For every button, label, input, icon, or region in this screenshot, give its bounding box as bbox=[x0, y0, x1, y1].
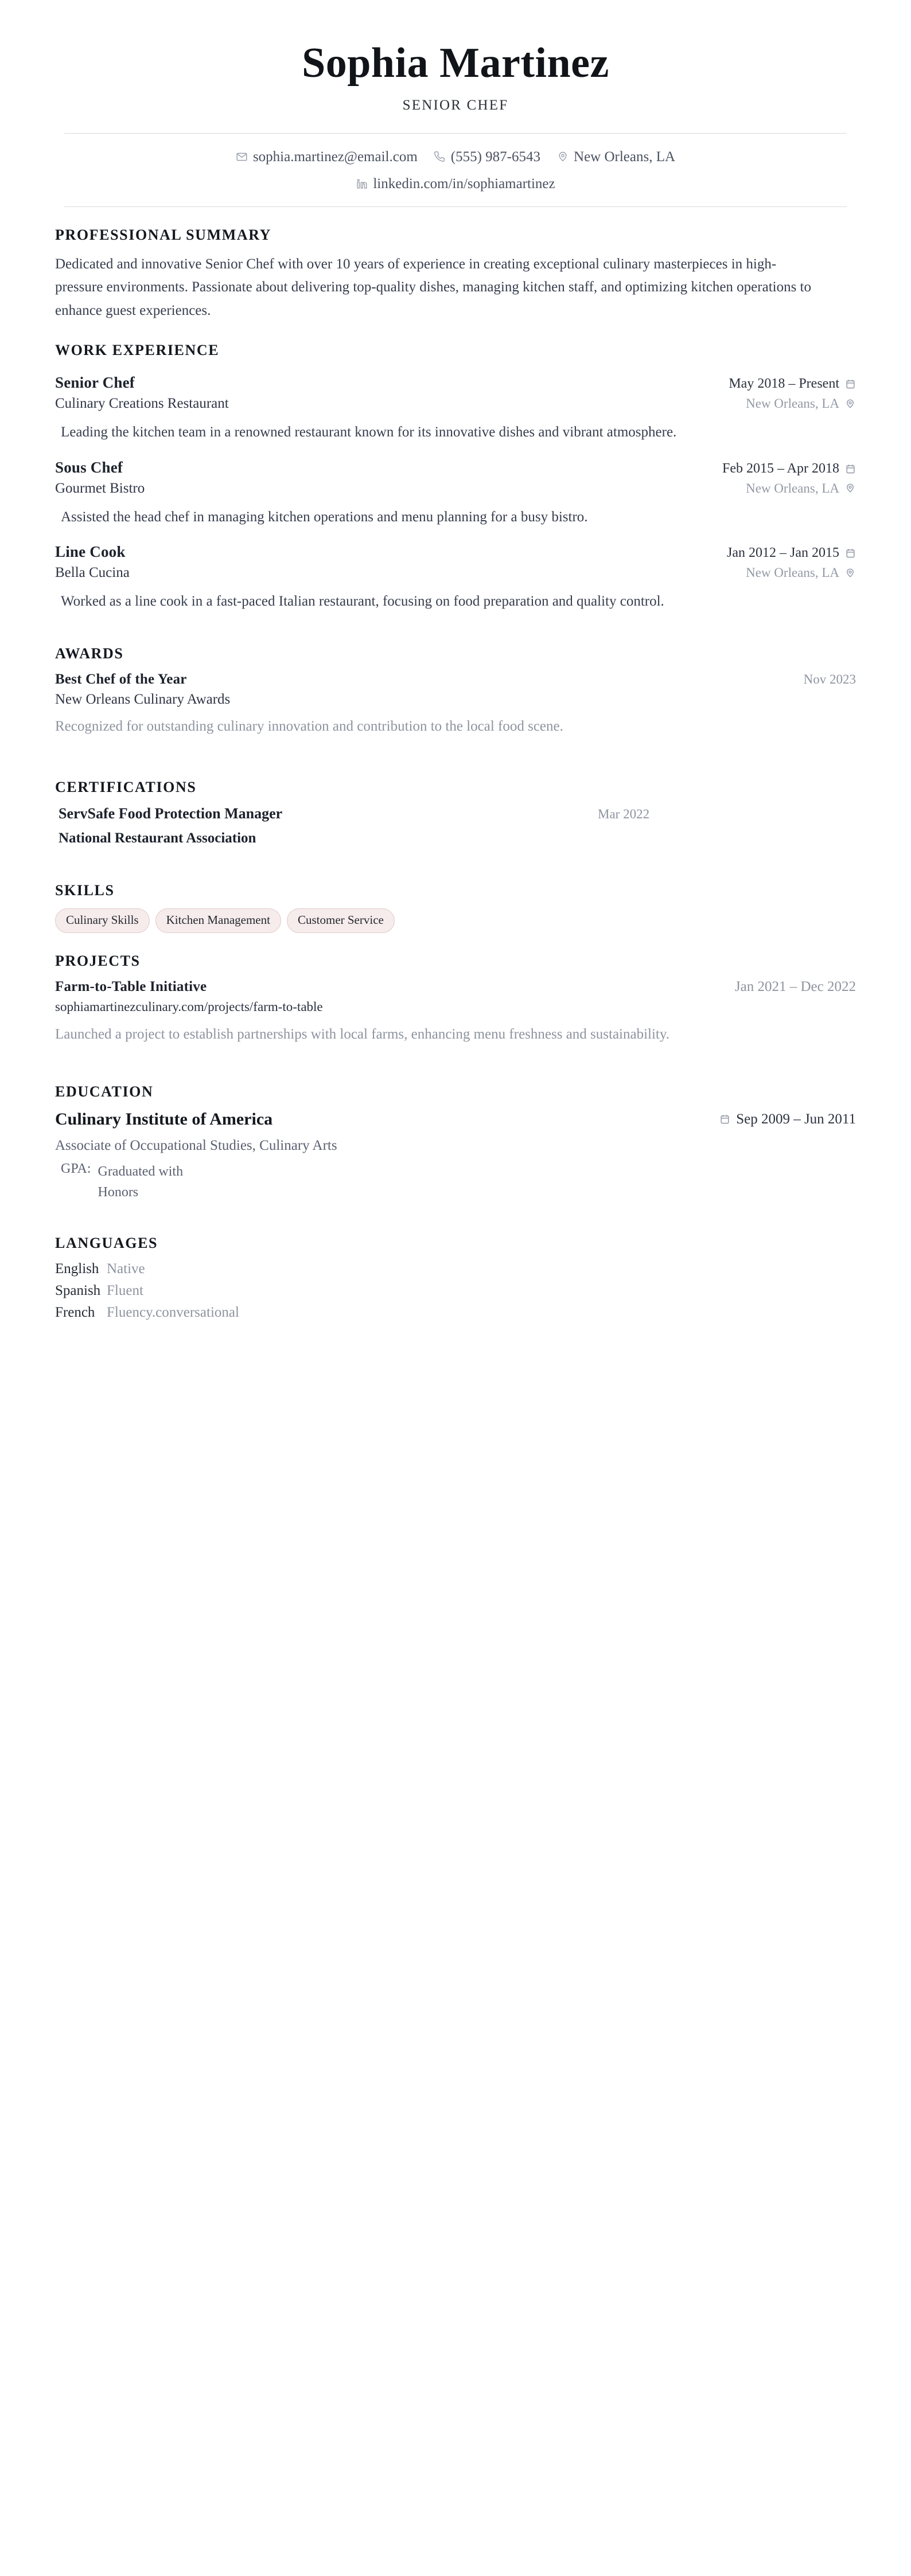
work-description: Leading the kitchen team in a renowned restaurant known for its innovative dishes and vibrant atmosphere. bbox=[61, 424, 677, 440]
work-description: Assisted the head chef in managing kitchen operations and menu planning for a busy bistro. bbox=[61, 509, 588, 525]
project-entry-header bbox=[55, 979, 856, 995]
work-dates-text: Feb 2015 – Apr 2018 bbox=[722, 460, 839, 476]
section-title-projects: PROJECTS bbox=[55, 952, 141, 969]
work-description: Worked as a line cook in a fast-paced Italian restaurant, focusing on food preparation and quality control. bbox=[61, 594, 664, 610]
certification-name: ServSafe Food Protection Manager bbox=[59, 805, 283, 822]
skill-pill: Customer Service bbox=[287, 908, 395, 932]
work-company: Bella Cucina bbox=[55, 565, 130, 581]
section-education bbox=[55, 1083, 856, 1203]
section-projects bbox=[55, 953, 856, 1046]
award-date: Nov 2023 bbox=[803, 672, 856, 686]
work-role: Senior Chef bbox=[55, 374, 135, 392]
education-school: Culinary Institute of America bbox=[55, 1110, 273, 1129]
phone-icon bbox=[434, 151, 446, 163]
certification-organization: National Restaurant Association bbox=[59, 830, 256, 846]
contact-row-secondary bbox=[0, 173, 911, 195]
skill-pill: Kitchen Management bbox=[155, 908, 281, 932]
award-entry bbox=[55, 672, 856, 738]
header-divider-bottom bbox=[64, 206, 847, 207]
section-title-work-experience: WORK EXPERIENCE bbox=[55, 342, 220, 359]
section-awards bbox=[55, 645, 856, 738]
page-title: Sophia Martinez bbox=[302, 40, 609, 87]
work-location bbox=[746, 481, 856, 496]
contact-location bbox=[556, 146, 675, 168]
work-company: Culinary Creations Restaurant bbox=[55, 396, 229, 412]
project-name: Farm-to-Table Initiative bbox=[55, 978, 207, 994]
education-gpa-value: Graduated with Honors bbox=[98, 1164, 184, 1200]
contact-linkedin[interactable] bbox=[356, 173, 555, 195]
work-entry-subheader bbox=[55, 561, 856, 581]
contact-location-text: New Orleans, LA bbox=[574, 149, 676, 165]
section-languages bbox=[55, 1235, 856, 1321]
work-entry-header bbox=[55, 543, 856, 561]
summary-text: Dedicated and innovative Senior Chef with over 10 years of experience in creating exceptional culinary masterpieces in high-pressure environments. Passionate about delivering top-quality dishes, managing kitchen staff, and optimizing kitchen operations to enhance guest experiences. bbox=[55, 256, 812, 318]
project-link[interactable]: sophiamartinezculinary.com/projects/farm-to-table bbox=[55, 999, 323, 1014]
work-entry-header bbox=[55, 374, 856, 392]
education-degree: Associate of Occupational Studies, Culinary Arts bbox=[55, 1138, 337, 1154]
resume-body bbox=[0, 227, 911, 1321]
work-dates bbox=[729, 376, 856, 392]
work-company: Gourmet Bistro bbox=[55, 480, 145, 496]
certification-date: Mar 2022 bbox=[598, 807, 650, 822]
work-location-text: New Orleans, LA bbox=[746, 565, 839, 580]
education-dates-text: Sep 2009 – Jun 2011 bbox=[736, 1111, 856, 1127]
section-skills bbox=[55, 882, 856, 932]
award-name: Best Chef of the Year bbox=[55, 671, 187, 687]
resume-header bbox=[0, 0, 911, 114]
work-entry-header bbox=[55, 459, 856, 477]
education-entry-header bbox=[55, 1110, 856, 1129]
section-summary bbox=[55, 227, 856, 323]
work-entry-subheader bbox=[55, 477, 856, 497]
project-dates: Jan 2021 – Dec 2022 bbox=[734, 978, 856, 994]
skills-list bbox=[55, 908, 856, 932]
section-title-certifications: CERTIFICATIONS bbox=[55, 779, 197, 796]
work-dates-text: Jan 2012 – Jan 2015 bbox=[727, 545, 839, 561]
section-title-summary: PROFESSIONAL SUMMARY bbox=[55, 226, 272, 243]
section-certifications bbox=[55, 779, 856, 846]
language-name: English bbox=[55, 1260, 99, 1277]
calendar-icon bbox=[845, 378, 856, 389]
contact-block bbox=[0, 134, 911, 206]
job-title: SENIOR CHEF bbox=[402, 97, 509, 113]
work-entry-subheader bbox=[55, 392, 856, 412]
contact-phone[interactable] bbox=[434, 146, 540, 168]
language-level: Fluent bbox=[107, 1282, 143, 1298]
award-description: Recognized for outstanding culinary innovation and contribution to the local food scene. bbox=[55, 718, 563, 734]
envelope-icon bbox=[236, 151, 248, 163]
section-work-experience bbox=[55, 342, 856, 613]
contact-linkedin-text: linkedin.com/in/sophiamartinez bbox=[373, 176, 555, 192]
work-entry bbox=[55, 459, 856, 529]
work-dates bbox=[722, 461, 856, 477]
section-title-languages: LANGUAGES bbox=[55, 1234, 158, 1251]
award-entry-header bbox=[55, 672, 856, 688]
work-dates-text: May 2018 – Present bbox=[729, 376, 839, 392]
contact-phone-text: (555) 987-6543 bbox=[450, 149, 541, 165]
contact-email[interactable] bbox=[236, 146, 418, 168]
section-title-education: EDUCATION bbox=[55, 1083, 154, 1100]
certification-entry bbox=[55, 805, 856, 846]
work-location-text: New Orleans, LA bbox=[746, 481, 839, 495]
project-entry bbox=[55, 979, 856, 1046]
calendar-icon bbox=[845, 463, 856, 474]
map-pin-icon bbox=[845, 568, 856, 579]
contact-email-text: sophia.martinez@email.com bbox=[252, 149, 418, 165]
map-pin-icon bbox=[845, 399, 856, 409]
calendar-icon bbox=[845, 548, 856, 559]
project-description: Launched a project to establish partnerships with local farms, enhancing menu freshness and sustainability. bbox=[55, 1026, 669, 1042]
section-title-skills: SKILLS bbox=[55, 882, 115, 899]
education-entry bbox=[55, 1110, 856, 1203]
linkedin-icon bbox=[356, 178, 368, 190]
calendar-icon bbox=[719, 1114, 730, 1125]
education-gpa-label: GPA: bbox=[61, 1161, 91, 1176]
award-issuer: New Orleans Culinary Awards bbox=[55, 691, 231, 707]
education-gpa bbox=[55, 1161, 856, 1203]
skill-pill: Culinary Skills bbox=[55, 908, 150, 932]
work-entry bbox=[55, 374, 856, 444]
work-location bbox=[746, 565, 856, 580]
language-row bbox=[55, 1261, 856, 1277]
language-level: Native bbox=[107, 1260, 145, 1277]
work-location bbox=[746, 396, 856, 411]
education-dates bbox=[719, 1111, 856, 1127]
work-role: Line Cook bbox=[55, 543, 126, 561]
map-pin-icon bbox=[556, 151, 569, 163]
contact-row-primary bbox=[0, 146, 911, 168]
work-dates bbox=[727, 545, 856, 561]
map-pin-icon bbox=[845, 483, 856, 494]
language-level: Fluency.conversational bbox=[107, 1304, 239, 1320]
language-name: Spanish bbox=[55, 1282, 101, 1298]
section-title-awards: AWARDS bbox=[55, 645, 124, 662]
work-entry bbox=[55, 543, 856, 613]
work-location-text: New Orleans, LA bbox=[746, 396, 839, 411]
languages-list bbox=[55, 1261, 856, 1321]
language-name: French bbox=[55, 1304, 95, 1320]
language-row bbox=[55, 1305, 856, 1321]
certification-row bbox=[55, 805, 856, 822]
work-role: Sous Chef bbox=[55, 458, 123, 476]
language-row bbox=[55, 1283, 856, 1299]
